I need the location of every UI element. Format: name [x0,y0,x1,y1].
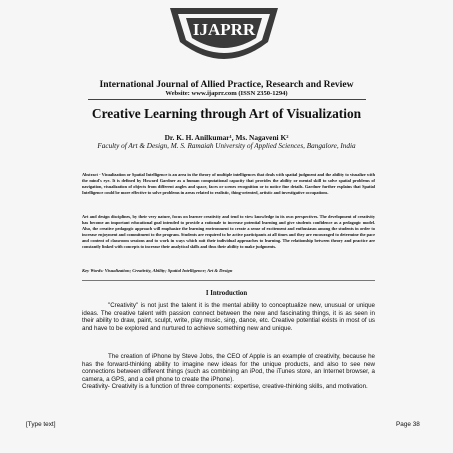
paper-title: Creative Learning through Art of Visualization [91,106,362,121]
intro-paragraph-2-block [82,353,375,391]
logo-text: IJAPRR [192,20,256,39]
keywords: Key Words: Visualization; Creativity, Ability; Spatial Intelligence; Art & Design [82,268,233,273]
intro-paragraph-2: The creation of iPhone by Steve Jobs, the CEO of Apple is an example of creativity, because he has the forward-thinking ability to imagine new ideas for the unique products, and also to see new connections between different things (such as combining an iPod, the iTunes store, an Internet browser, a camera, a GPS, and a cell phone to create the iPhone). [82,353,375,383]
paper-authors: Dr. K. H. Anilkumar¹, Ms. Nagaveni K² [164,133,289,142]
header-divider [88,99,366,100]
page-number: Page 38 [396,421,420,428]
journal-logo [164,2,284,72]
journal-name: International Journal of Allied Practice, Research and Review [99,79,354,90]
journal-website: Website: www.ijaprr.com (ISSN 2350-1294) [165,90,288,97]
section-heading: I Introduction [205,290,248,297]
abstract-paragraph: Abstract - Visualization or Spatial Intelligence is an area in the theory of multiple intelligences that deals with spatial judgment and the ability to visualize with the mind's eye. It is defined by Howard Gardner as a human computational capacity that provides the ability or mental skill to solve spatial problems of navigation, visualization of objects from different angles and space, faces or scenes recognition or to notice fine details. Gardner further explains that Spatial Intelligence could be more effective to solve problems in areas related to realistic, thing-oriented, artistic and investigative occupations. [82,172,375,195]
intro-paragraph-1: "Creativity" is not just the talent it is the mental ability to conceptualize new, unusual or unique ideas. The creative talent with passion connect between the new and fascinating things, it is as seen in their ability to draw, paint, sculpt, write, play music, sing, dance, etc. Creative potential exists in most of us and have to be explored and nurtured to achieve something new and unique. [82,302,375,332]
paper-affiliation: Faculty of Art & Design, M. S. Ramaiah University of Applied Sciences, Bangalore, India [97,142,356,150]
intro-paragraph-3: Creativity- Creativity is a function of three components: expertise, creative-thinking skills, and motivation. [82,383,368,391]
footer-placeholder: [Type text] [26,421,56,428]
abstract-paragraph-2: Art and design disciplines, by their very nature, focus on learner creativity and tend to view knowledge in its own perspectives. The development of creativity has become an important educational goal intended to provide a rationale to increase potential learning and give students confidence as a pedagogic model. Also, the creative pedagogic approach will emphasize the learning environment to create a sense of excitement and enthusiasm among the students in order to increase enjoyment and commitment to the program. Students are required to be active participants at all times and they are encouraged to determine the pace and content of classroom sessions and to work in ways which suit their individual approaches to learning. The relationship between theory and practice are constantly linked with concepts to increase their analytical skills and thus their ability to make judgments. [82,214,375,249]
keywords-divider [82,280,375,281]
